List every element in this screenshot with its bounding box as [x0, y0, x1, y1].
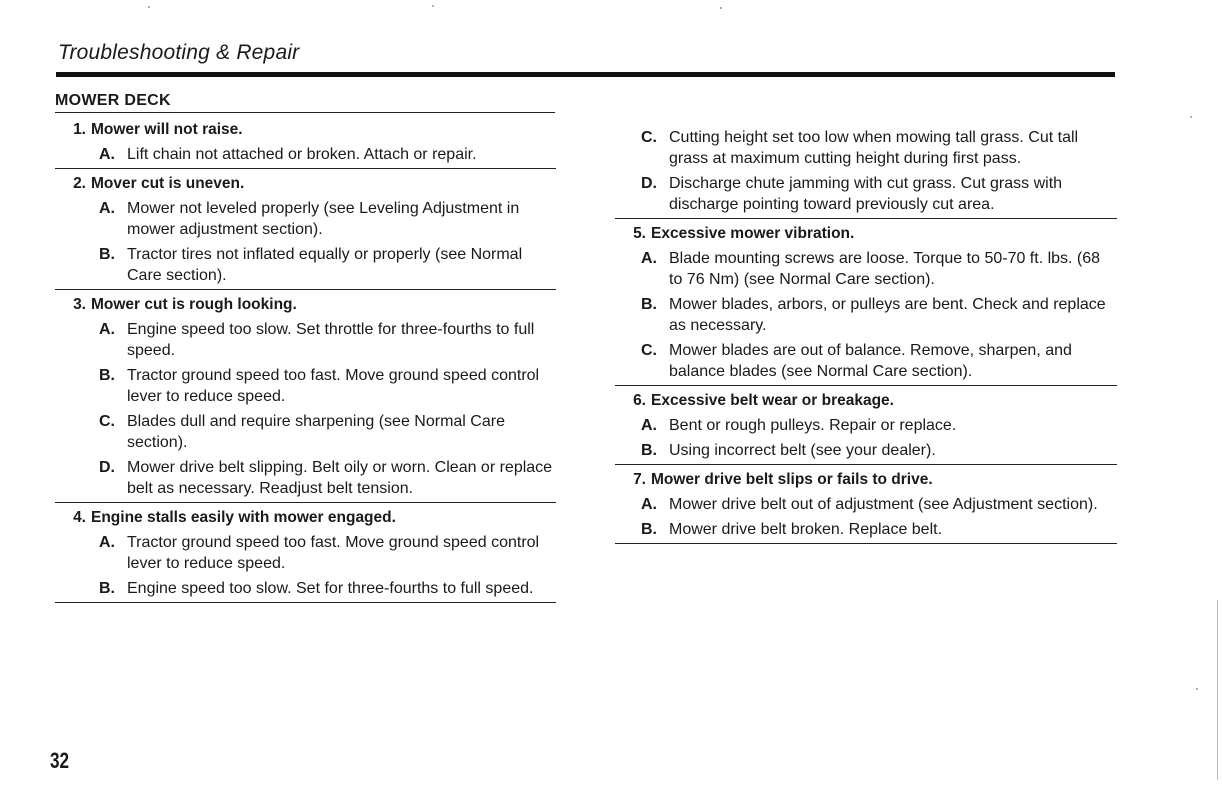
trouble-item [55, 172, 556, 290]
sub-item-letter: A. [99, 200, 115, 217]
continued-item [615, 127, 1117, 219]
trouble-item-title: Excessive belt wear or breakage. [651, 392, 894, 409]
sub-item-text: Mower drive belt out of adjustment (see Adjustment section). [669, 496, 1098, 513]
scan-speck [720, 7, 722, 9]
sub-item-text: Engine speed too slow. Set for three-fourths to full speed. [127, 580, 534, 597]
sub-item-letter: B. [641, 521, 657, 538]
scan-speck [432, 5, 434, 7]
sub-item-letter: A. [641, 496, 657, 513]
trouble-item [615, 222, 1117, 386]
trouble-item [55, 118, 556, 169]
sub-item-letter: B. [641, 442, 657, 459]
trouble-item [55, 506, 556, 603]
sub-item [55, 244, 556, 286]
sub-item [615, 519, 1117, 540]
page-number: 32 [50, 748, 70, 773]
sub-item-text: Lift chain not attached or broken. Attach or repair. [127, 146, 477, 163]
sub-item-letter: B. [99, 367, 115, 384]
header-rule [56, 72, 1115, 77]
scan-speck [1190, 116, 1192, 118]
trouble-item-heading [55, 293, 556, 315]
sub-item-letter: D. [99, 459, 115, 476]
trouble-item-title: Mover cut is uneven. [91, 175, 245, 192]
sub-item [615, 127, 1117, 169]
sub-item-text: Using incorrect belt (see your dealer). [669, 442, 936, 459]
sub-item [55, 457, 556, 499]
trouble-item-title: Excessive mower vibration. [651, 225, 855, 242]
sub-item-text: Tractor tires not inflated equally or properly (see Normal Care section). [127, 246, 523, 284]
trouble-item-heading [55, 506, 556, 528]
sub-item-text: Discharge chute jamming with cut grass. Cut grass with discharge pointing toward previously cut area. [669, 175, 1063, 213]
sub-item-text: Tractor ground speed too fast. Move ground speed control lever to reduce speed. [127, 367, 540, 405]
trouble-item [55, 293, 556, 503]
trouble-item-number: 2. [73, 175, 86, 192]
trouble-item-title: Engine stalls easily with mower engaged. [91, 509, 396, 526]
scan-speck [148, 6, 150, 8]
trouble-item-heading [55, 118, 556, 140]
sub-item-text: Mower drive belt slipping. Belt oily or worn. Clean or replace belt as necessary. Readjust belt tension. [127, 459, 553, 497]
trouble-item [615, 468, 1117, 544]
sub-item-letter: A. [99, 146, 115, 163]
sub-item-letter: C. [641, 129, 657, 146]
section-title: MOWER DECK [55, 92, 555, 113]
sub-item-text: Bent or rough pulleys. Repair or replace. [669, 417, 957, 434]
trouble-item-number: 5. [633, 225, 646, 242]
sub-item [615, 248, 1117, 290]
sub-item-text: Mower blades are out of balance. Remove, sharpen, and balance blades (see Normal Care section). [669, 342, 1072, 380]
trouble-item-heading [55, 172, 556, 194]
sub-item [615, 415, 1117, 436]
trouble-item-title: Mower cut is rough looking. [91, 296, 297, 313]
sub-item-letter: B. [99, 580, 115, 597]
sub-item-letter: B. [641, 296, 657, 313]
trouble-item-number: 6. [633, 392, 646, 409]
sub-item-letter: A. [99, 534, 115, 551]
sub-item-letter: B. [99, 246, 115, 263]
sub-item-letter: D. [641, 175, 657, 192]
trouble-item-number: 4. [73, 509, 86, 526]
sub-item [55, 532, 556, 574]
sub-item-letter: A. [641, 417, 657, 434]
page-header-title: Troubleshooting & Repair [58, 41, 300, 64]
trouble-item-number: 1. [73, 121, 86, 138]
trouble-item-number: 3. [73, 296, 86, 313]
sub-item-text: Tractor ground speed too fast. Move ground speed control lever to reduce speed. [127, 534, 540, 572]
right-column-items [615, 222, 1117, 544]
sub-item [615, 173, 1117, 215]
sub-item [615, 440, 1117, 461]
sub-item [55, 319, 556, 361]
scan-speck [1196, 688, 1198, 690]
sub-item-text: Mower blades, arbors, or pulleys are bent. Check and replace as necessary. [669, 296, 1106, 334]
sub-item-letter: A. [99, 321, 115, 338]
sub-item-text: Cutting height set too low when mowing tall grass. Cut tall grass at maximum cutting height during first pass. [669, 129, 1079, 167]
trouble-item-heading [615, 389, 1117, 411]
sub-item-text: Blade mounting screws are loose. Torque to 50-70 ft. lbs. (68 to 76 Nm) (see Normal Care section). [669, 250, 1101, 288]
right-column [615, 123, 1117, 547]
sub-item-letter: A. [641, 250, 657, 267]
sub-item-letter: C. [99, 413, 115, 430]
trouble-item-number: 7. [633, 471, 646, 488]
trouble-item-heading [615, 468, 1117, 490]
trouble-item-title: Mower drive belt slips or fails to drive. [651, 471, 933, 488]
trouble-item-title: Mower will not raise. [91, 121, 243, 138]
sub-item [55, 144, 556, 165]
left-column [55, 118, 556, 606]
sub-item [55, 411, 556, 453]
sub-item [615, 340, 1117, 382]
trouble-item [615, 389, 1117, 465]
sub-item-text: Engine speed too slow. Set throttle for three-fourths to full speed. [127, 321, 535, 359]
sub-item-text: Mower not leveled properly (see Leveling Adjustment in mower adjustment section). [127, 200, 520, 238]
sub-item [615, 294, 1117, 336]
sub-item [55, 198, 556, 240]
sub-item [55, 578, 556, 599]
sub-item-text: Blades dull and require sharpening (see Normal Care section). [127, 413, 505, 451]
trouble-item-heading [615, 222, 1117, 244]
sub-item [615, 494, 1117, 515]
scan-edge-line [1217, 600, 1218, 780]
sub-item-text: Mower drive belt broken. Replace belt. [669, 521, 943, 538]
sub-item-letter: C. [641, 342, 657, 359]
sub-item [55, 365, 556, 407]
